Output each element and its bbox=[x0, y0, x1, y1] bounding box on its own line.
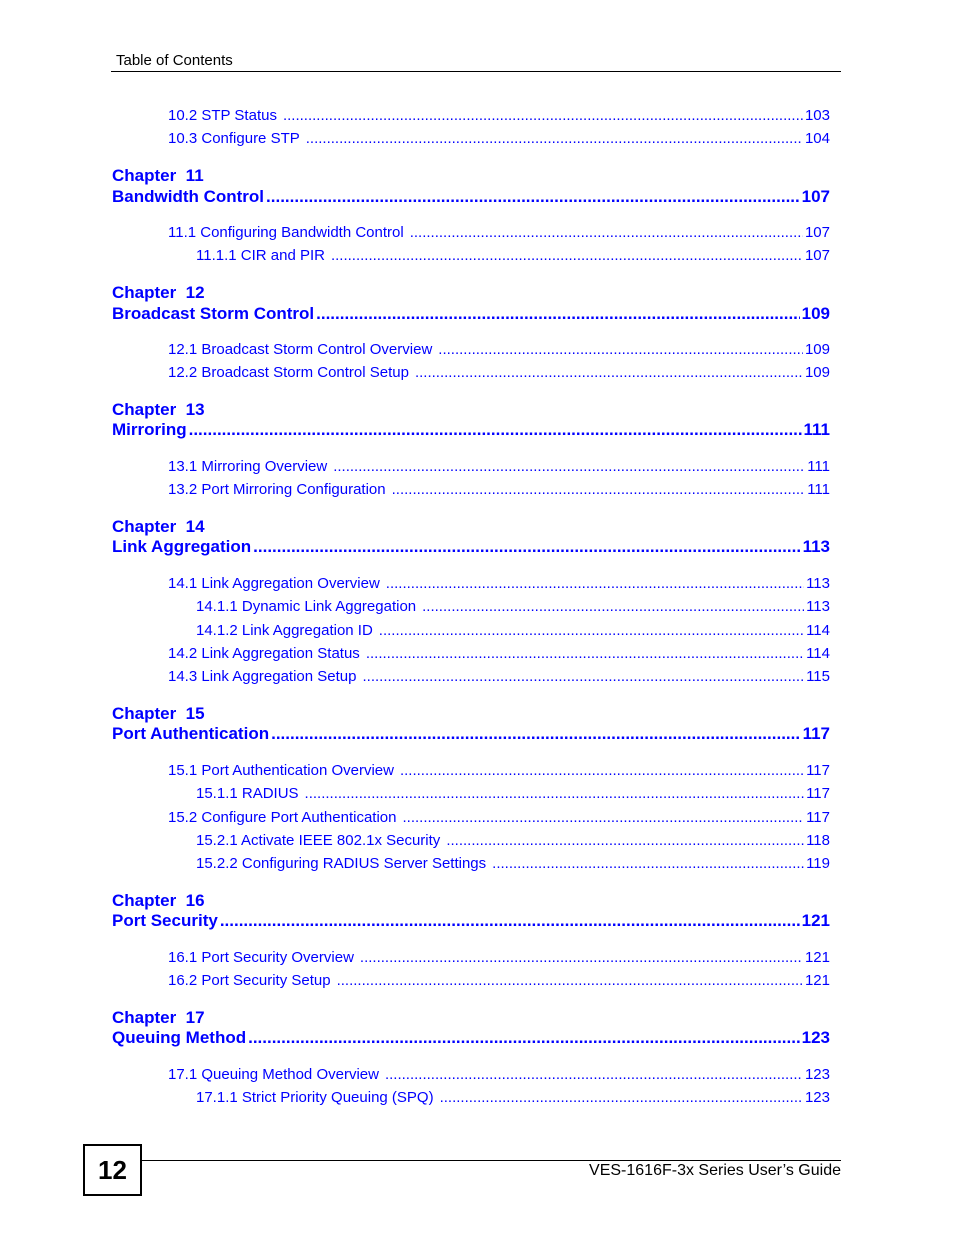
toc-entry-page: 123 bbox=[804, 1066, 830, 1083]
toc-entry-title: 14.1.2 Link Aggregation ID bbox=[196, 622, 373, 639]
toc-entry-title: 14.3 Link Aggregation Setup bbox=[168, 668, 357, 685]
toc-entry-title: 16.1 Port Security Overview bbox=[168, 949, 354, 966]
toc-entry-title: 15.2.2 Configuring RADIUS Server Settings bbox=[196, 855, 487, 872]
toc-entry-page: 121 bbox=[804, 949, 830, 966]
chapter-title-entry[interactable] bbox=[112, 420, 830, 440]
toc-entry[interactable] bbox=[168, 341, 830, 359]
toc-entry[interactable] bbox=[168, 575, 830, 593]
toc-entry-title: 14.1 Link Aggregation Overview bbox=[168, 575, 380, 592]
toc-subentry[interactable] bbox=[196, 247, 830, 265]
toc-entry-page: 118 bbox=[806, 832, 830, 849]
running-header: Table of Contents bbox=[116, 52, 233, 69]
toc-subentry[interactable] bbox=[196, 785, 830, 803]
toc-entry-page: 107 bbox=[804, 247, 830, 264]
toc-entry[interactable] bbox=[168, 949, 830, 967]
chapter-page: 113 bbox=[802, 537, 830, 556]
toc-entry-page: 109 bbox=[804, 364, 830, 381]
toc-entry[interactable] bbox=[168, 107, 830, 125]
toc-entry-title: 12.2 Broadcast Storm Control Setup bbox=[168, 364, 409, 381]
chapter-page: 121 bbox=[801, 911, 830, 930]
toc-entry-title: 17.1 Queuing Method Overview bbox=[168, 1066, 379, 1083]
chapter-page: 123 bbox=[801, 1028, 830, 1047]
chapter-title: Bandwidth Control bbox=[112, 187, 265, 206]
toc-subentry[interactable] bbox=[196, 598, 830, 616]
chapter-page: 111 bbox=[803, 420, 830, 439]
toc-entry[interactable] bbox=[168, 972, 830, 990]
toc-entry-title: 12.1 Broadcast Storm Control Overview bbox=[168, 341, 433, 358]
page-number-box bbox=[83, 1144, 142, 1196]
toc-entry-title: 14.2 Link Aggregation Status bbox=[168, 645, 360, 662]
toc-entry[interactable] bbox=[168, 645, 830, 663]
chapter-title-entry[interactable] bbox=[112, 187, 830, 207]
toc-subentry[interactable] bbox=[196, 832, 830, 850]
chapter-title-entry[interactable] bbox=[112, 537, 830, 557]
guide-title: VES-1616F-3x Series User’s Guide bbox=[589, 1162, 841, 1179]
toc-entry-title: 10.2 STP Status bbox=[168, 107, 277, 124]
toc-entry[interactable] bbox=[168, 130, 830, 148]
toc-entry-title: 16.2 Port Security Setup bbox=[168, 972, 331, 989]
toc-entry-page: 117 bbox=[806, 809, 830, 826]
toc-subentry[interactable] bbox=[196, 1089, 830, 1107]
chapter-page: 107 bbox=[801, 187, 830, 206]
chapter-label[interactable]: Chapter 13 bbox=[112, 400, 205, 419]
toc-entry-page: 114 bbox=[806, 622, 830, 639]
toc-entry[interactable] bbox=[168, 1066, 830, 1084]
toc-entry-title: 11.1 Configuring Bandwidth Control bbox=[168, 224, 404, 241]
toc-entry-page: 119 bbox=[806, 855, 830, 872]
chapter-title: Port Security bbox=[112, 911, 218, 930]
chapter-label[interactable]: Chapter 15 bbox=[112, 704, 205, 723]
chapter-title-entry[interactable] bbox=[112, 304, 830, 324]
toc-entry[interactable] bbox=[168, 809, 830, 827]
toc-subentry[interactable] bbox=[196, 622, 830, 640]
toc-entry[interactable] bbox=[168, 224, 830, 242]
chapter-title: Link Aggregation bbox=[112, 537, 252, 556]
toc-entry[interactable] bbox=[168, 481, 830, 499]
chapter-title: Mirroring bbox=[112, 420, 187, 439]
toc-entry-page: 115 bbox=[806, 668, 830, 685]
toc-entry[interactable] bbox=[168, 762, 830, 780]
toc-entry-title: 11.1.1 CIR and PIR bbox=[196, 247, 325, 264]
chapter-title: Broadcast Storm Control bbox=[112, 304, 315, 323]
chapter-label[interactable]: Chapter 17 bbox=[112, 1008, 205, 1027]
chapter-label[interactable]: Chapter 12 bbox=[112, 283, 205, 302]
toc-entry-page: 114 bbox=[806, 645, 830, 662]
toc-entry-page: 113 bbox=[806, 575, 830, 592]
toc-entry-title: 13.1 Mirroring Overview bbox=[168, 458, 328, 475]
chapter-title-entry[interactable] bbox=[112, 1028, 830, 1048]
toc-subentry[interactable] bbox=[196, 855, 830, 873]
toc-entry-page: 107 bbox=[804, 224, 830, 241]
toc-entry-title: 15.1.1 RADIUS bbox=[196, 785, 299, 802]
toc-entry[interactable] bbox=[168, 364, 830, 382]
toc-entry-page: 117 bbox=[806, 762, 830, 779]
toc-entry[interactable] bbox=[168, 668, 830, 686]
chapter-label[interactable]: Chapter 14 bbox=[112, 517, 205, 536]
toc-entry-title: 14.1.1 Dynamic Link Aggregation bbox=[196, 598, 417, 615]
page-number: 12 bbox=[98, 1154, 127, 1185]
toc-entry-title: 17.1.1 Strict Priority Queuing (SPQ) bbox=[196, 1089, 434, 1106]
chapter-title-entry[interactable] bbox=[112, 911, 830, 931]
toc-entry-title: 10.3 Configure STP bbox=[168, 130, 300, 147]
toc-entry-page: 104 bbox=[804, 130, 830, 147]
toc-entry[interactable] bbox=[168, 458, 830, 476]
toc-entry-page: 121 bbox=[804, 972, 830, 989]
toc-entry-title: 15.1 Port Authentication Overview bbox=[168, 762, 394, 779]
chapter-title: Queuing Method bbox=[112, 1028, 247, 1047]
chapter-label[interactable]: Chapter 11 bbox=[112, 166, 204, 185]
toc-entry-page: 123 bbox=[804, 1089, 830, 1106]
chapter-page: 109 bbox=[801, 304, 830, 323]
chapter-page: 117 bbox=[802, 724, 830, 743]
toc-entry-title: 15.2.1 Activate IEEE 802.1x Security bbox=[196, 832, 441, 849]
toc-entry-title: 13.2 Port Mirroring Configuration bbox=[168, 481, 386, 498]
chapter-title-entry[interactable] bbox=[112, 724, 830, 744]
toc-entry-page: 117 bbox=[806, 785, 830, 802]
chapter-title: Port Authentication bbox=[112, 724, 270, 743]
toc-entry-page: 103 bbox=[804, 107, 830, 124]
toc-entry-page: 109 bbox=[804, 341, 830, 358]
toc-entry-page: 113 bbox=[806, 598, 830, 615]
toc-entry-title: 15.2 Configure Port Authentication bbox=[168, 809, 397, 826]
chapter-label[interactable]: Chapter 16 bbox=[112, 891, 205, 910]
toc-entry-page: 111 bbox=[807, 481, 830, 498]
toc-entry-page: 111 bbox=[807, 458, 830, 475]
